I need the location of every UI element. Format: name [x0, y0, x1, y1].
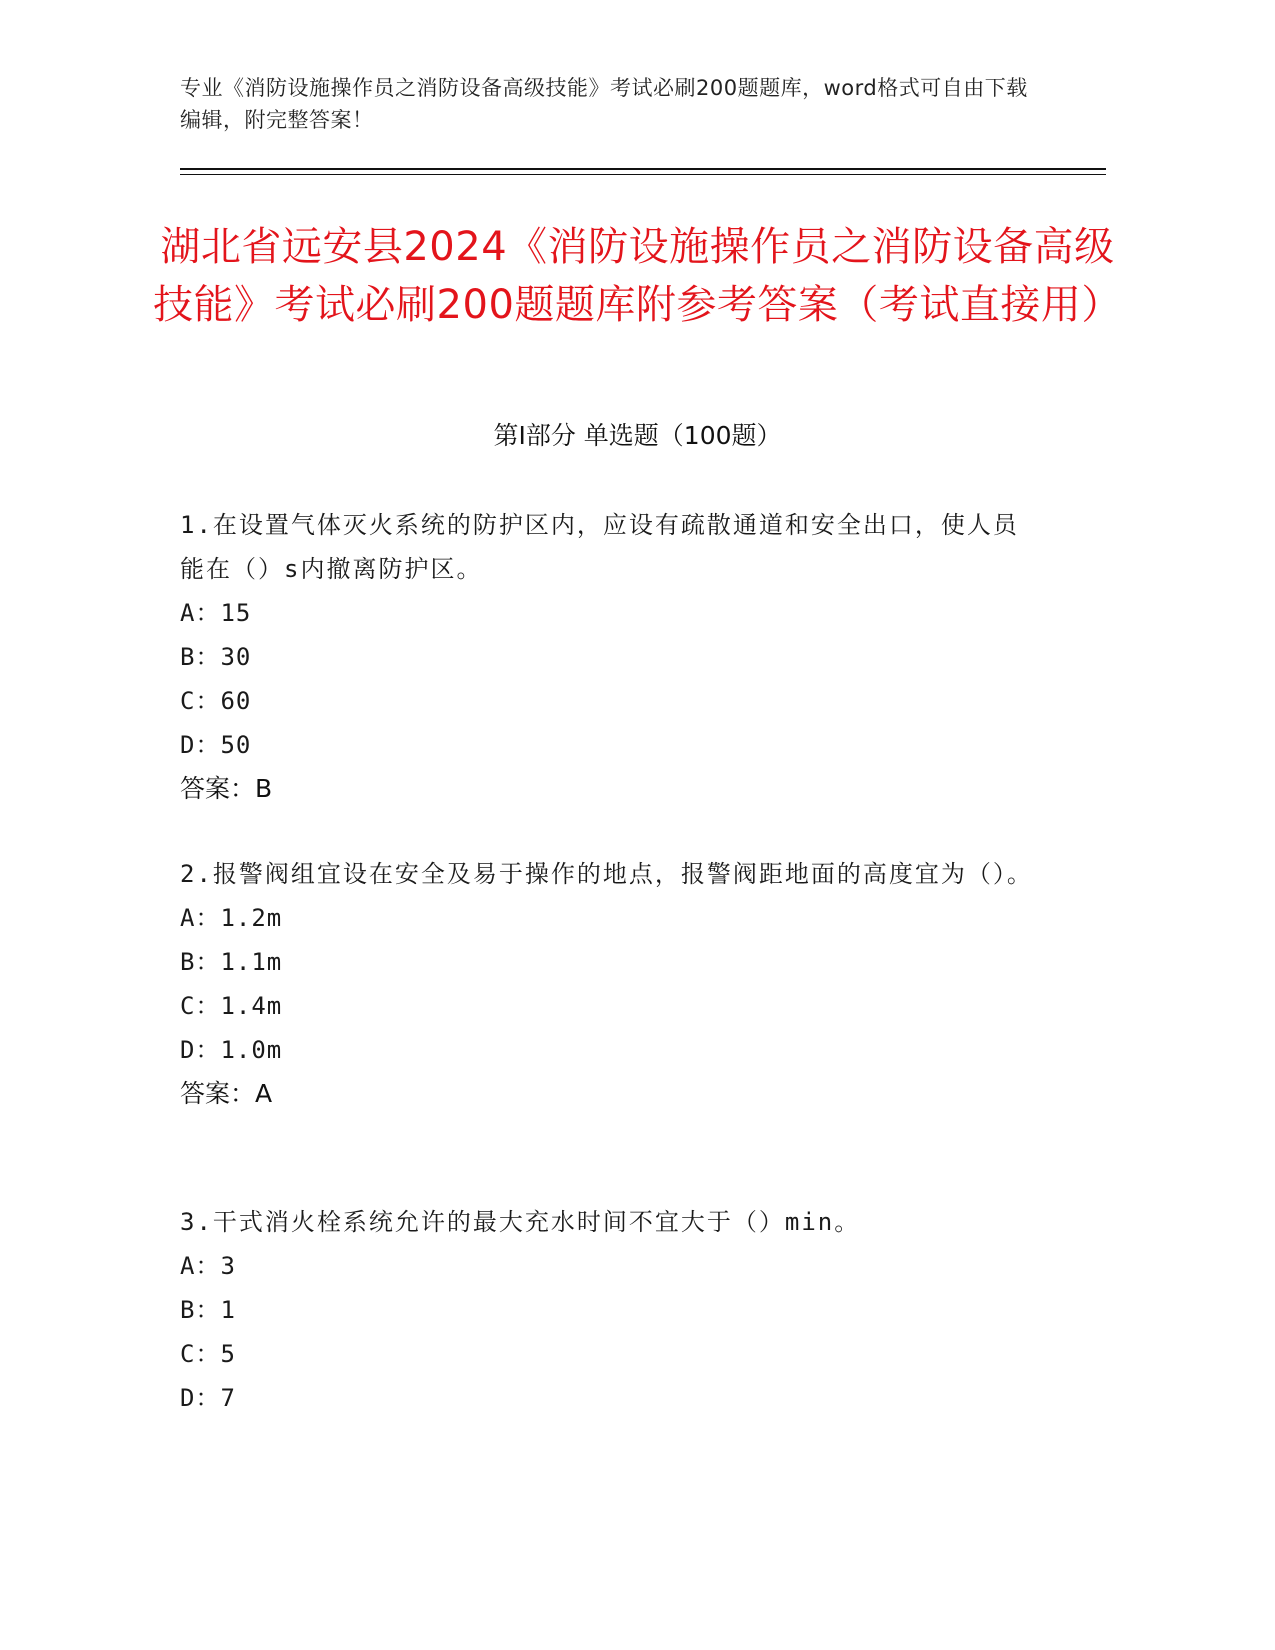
header-divider-thin	[180, 174, 1106, 175]
document-title: 湖北省远安县2024《消防设施操作员之消防设备高级技能》考试必刷200题题库附参考答案（考试直接用）	[153, 224, 1122, 328]
section-title: 第Ⅰ部分 单选题（100题）	[493, 421, 782, 450]
option-d: D：1.0m	[180, 1036, 283, 1064]
question-2	[180, 852, 1040, 1116]
option-d: D：7	[180, 1384, 236, 1412]
option-d: D：50	[180, 731, 252, 759]
option-c: C：1.4m	[180, 992, 283, 1020]
option-b: B：30	[180, 643, 252, 671]
question-stem: 1.在设置气体灭火系统的防护区内，应设有疏散通道和安全出口，使人员能在（）s内撤离防护区。	[180, 511, 1019, 583]
answer: 答案：B	[180, 774, 273, 803]
option-b: B：1.1m	[180, 948, 283, 976]
option-c: C：5	[180, 1340, 236, 1368]
answer: 答案：A	[180, 1079, 273, 1108]
question-1	[180, 503, 1040, 811]
header-divider-thick	[180, 168, 1106, 170]
option-b: B：1	[180, 1296, 236, 1324]
question-stem: 3.干式消火栓系统允许的最大充水时间不宜大于（）min。	[180, 1208, 861, 1236]
question-stem: 2.报警阀组宜设在安全及易于操作的地点，报警阀距地面的高度宜为（）。	[180, 860, 1033, 888]
option-c: C：60	[180, 687, 252, 715]
option-a: A：1.2m	[180, 904, 283, 932]
header-note: 专业《消防设施操作员之消防设备高级技能》考试必刷200题题库，word格式可自由下载编辑，附完整答案！	[180, 76, 1028, 132]
question-3	[180, 1200, 1040, 1420]
option-a: A：3	[180, 1252, 236, 1280]
option-a: A：15	[180, 599, 252, 627]
